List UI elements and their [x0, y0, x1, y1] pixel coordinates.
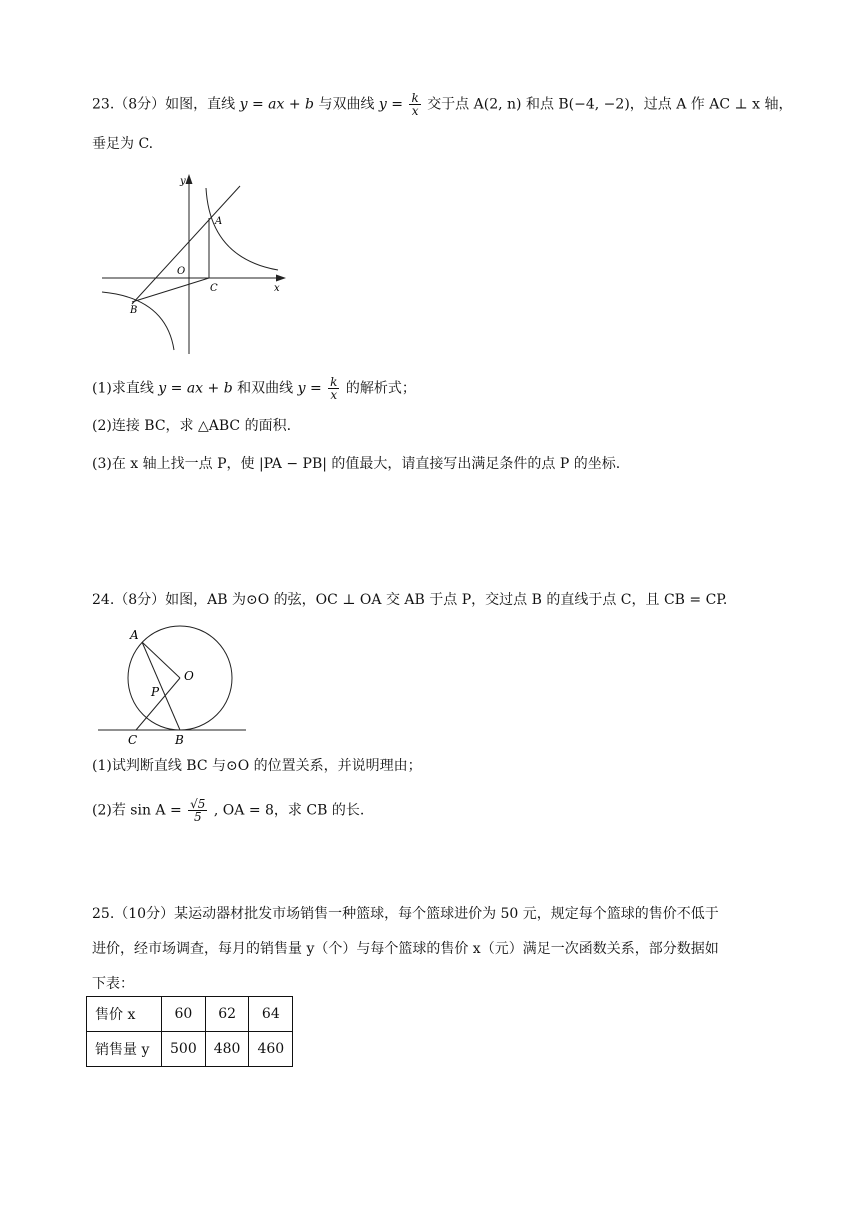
label-x: x: [274, 283, 280, 294]
label-b: B: [175, 733, 184, 747]
label-o: O: [177, 266, 186, 277]
label-c: C: [128, 733, 138, 747]
q24-sub2-b: , OA = 8，求 CB 的长.: [213, 802, 365, 819]
label-o: O: [184, 669, 194, 683]
q25-line2: 进价，经市场调查，每月的销售量 y（个）与每个篮球的售价 x（元）满足一次函数关系，部分数据如: [92, 941, 719, 957]
q24-sub2-num: √5: [190, 797, 206, 811]
label-b: B: [130, 305, 138, 316]
q24-sub2-den: 5: [193, 810, 202, 824]
q23-sub1-frac-den: x: [330, 388, 338, 402]
q23-sub1-fraction: [328, 376, 339, 401]
q23-sub1-hyper-lhs: y =: [297, 380, 322, 397]
q23-sub1-a: (1)求直线: [92, 380, 154, 397]
label-a: A: [215, 216, 223, 227]
row-label-price: 售价 x: [87, 997, 162, 1032]
q23-fraction: [409, 92, 420, 117]
hyperbola-branch-2: [102, 292, 174, 350]
q24-line1: 24.（8分）如图，AB 为⊙O 的弦，OC ⊥ OA 交 AB 于点 P，交过点 B 的直线于点 C，且 CB = CP.: [92, 592, 728, 608]
segment-bc: [132, 278, 209, 302]
q23-line1: [92, 92, 792, 117]
price-value-2: 62: [205, 997, 249, 1032]
q23-sub2: (2)连接 BC，求 △ABC 的面积.: [92, 418, 292, 434]
q23-figure: [96, 168, 296, 358]
x-arrow: [276, 275, 286, 282]
sales-value-2: 480: [205, 1032, 249, 1067]
q23-line-equation: y = ax + b: [239, 96, 314, 113]
price-value-3: 64: [249, 997, 293, 1032]
radius-oa: [142, 642, 180, 678]
q23-frac-den: x: [411, 104, 419, 118]
price-value-1: 60: [162, 997, 206, 1032]
q24-sub2-a: (2)若 sin A =: [92, 802, 182, 819]
q23-sub3: (3)在 x 轴上找一点 P，使 |PA − PB| 的值最大，请直接写出满足条件的点 P 的坐标.: [92, 456, 621, 472]
table-row-sales: [87, 1032, 293, 1067]
label-p: P: [151, 685, 160, 699]
q23-sub1: [92, 376, 416, 401]
q24-sub1: (1)试判断直线 BC 与⊙O 的位置关系，并说明理由；: [92, 758, 422, 774]
q23-sub1-b: 和双曲线: [237, 380, 294, 397]
q25-line1: 25.（10分）某运动器材批发市场销售一种篮球，每个篮球进价为 50 元，规定每个篮球的售价不低于: [92, 906, 719, 922]
q24-sub2: [92, 798, 364, 823]
sales-value-3: 460: [249, 1032, 293, 1067]
q25-data-table: [86, 996, 293, 1067]
table-row-price: [87, 997, 293, 1032]
q23-sub1-frac-num: k: [330, 375, 338, 389]
q23-sub1-eq: y = ax + b: [158, 380, 233, 397]
q23-hyperbola-lhs: y =: [378, 96, 403, 113]
line-ab: [132, 186, 240, 304]
q24-figure: [96, 620, 256, 750]
label-y: y: [180, 176, 186, 187]
q25-line3: 下表：: [92, 976, 134, 992]
row-label-sales: 销售量 y: [87, 1032, 162, 1067]
q23-prefix: 23.（8分）如图，直线: [92, 96, 236, 113]
q23-mid: 与双曲线: [318, 96, 375, 113]
label-a: A: [130, 628, 139, 642]
sales-value-1: 500: [162, 1032, 206, 1067]
q23-sub1-c: 的解析式；: [345, 380, 416, 397]
label-c: C: [210, 283, 218, 294]
q23-frac-num: k: [411, 91, 419, 105]
hyperbola-branch-1: [206, 188, 278, 270]
q23-line2: 垂足为 C.: [92, 136, 154, 152]
q23-tail: 交于点 A(2, n) 和点 B(−4, −2)，过点 A 作 AC ⊥ x 轴，: [427, 96, 793, 113]
q24-sub2-fraction: [188, 798, 207, 823]
y-arrow: [186, 174, 193, 184]
